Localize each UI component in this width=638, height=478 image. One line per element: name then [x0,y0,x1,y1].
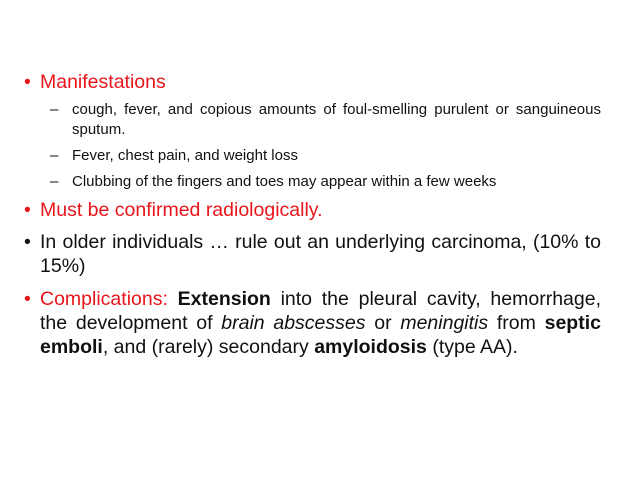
extension-term: Extension [177,288,271,310]
subitem-clubbing [50,172,601,192]
bullet-manifestations [24,70,601,94]
dash-marker: – [50,173,59,190]
meningitis-term: meningitis [400,312,489,334]
brain-abscesses-term: brain abscesses [221,312,366,334]
subitem-text: Fever, chest pain, and weight loss [72,147,298,164]
septic-emboli-term: septic emboli [40,312,601,358]
subitem-text: cough, fever, and copious amounts of foul-smelling purulent or sanguineous sputum. [72,101,601,138]
subitem-text: Clubbing of the fingers and toes may appear within a few weeks [72,173,497,190]
subitem-cough [50,100,601,140]
dash-marker: – [50,147,59,164]
complications-label: Complications: [40,288,168,310]
subitem-fever [50,146,601,166]
amyloidosis-term: amyloidosis [314,336,427,358]
bullet-dot: • [24,288,31,310]
complications-text-2: or [365,312,401,334]
bullet-radiology [24,198,601,222]
complications-text-3: from [488,312,545,334]
bullet-older-individuals [24,230,601,278]
dash-marker: – [50,101,59,118]
bullet-dot: • [24,231,31,253]
complications-text-5: (type AA). [426,336,518,358]
bullet-complications [24,287,601,359]
older-individuals-text: In older individuals … rule out an underlying carcinoma, (10% to 15%) [40,231,601,277]
complications-text-4: , and (rarely) secondary [102,336,315,358]
complications-text-1: into the pleural cavity, hemorrhage, the development of [40,288,601,334]
bullet-dot: • [24,71,31,93]
bullet-dot: • [24,199,31,221]
manifestations-heading: Manifestations [40,71,166,93]
radiology-text: Must be confirmed radiologically. [40,199,323,221]
